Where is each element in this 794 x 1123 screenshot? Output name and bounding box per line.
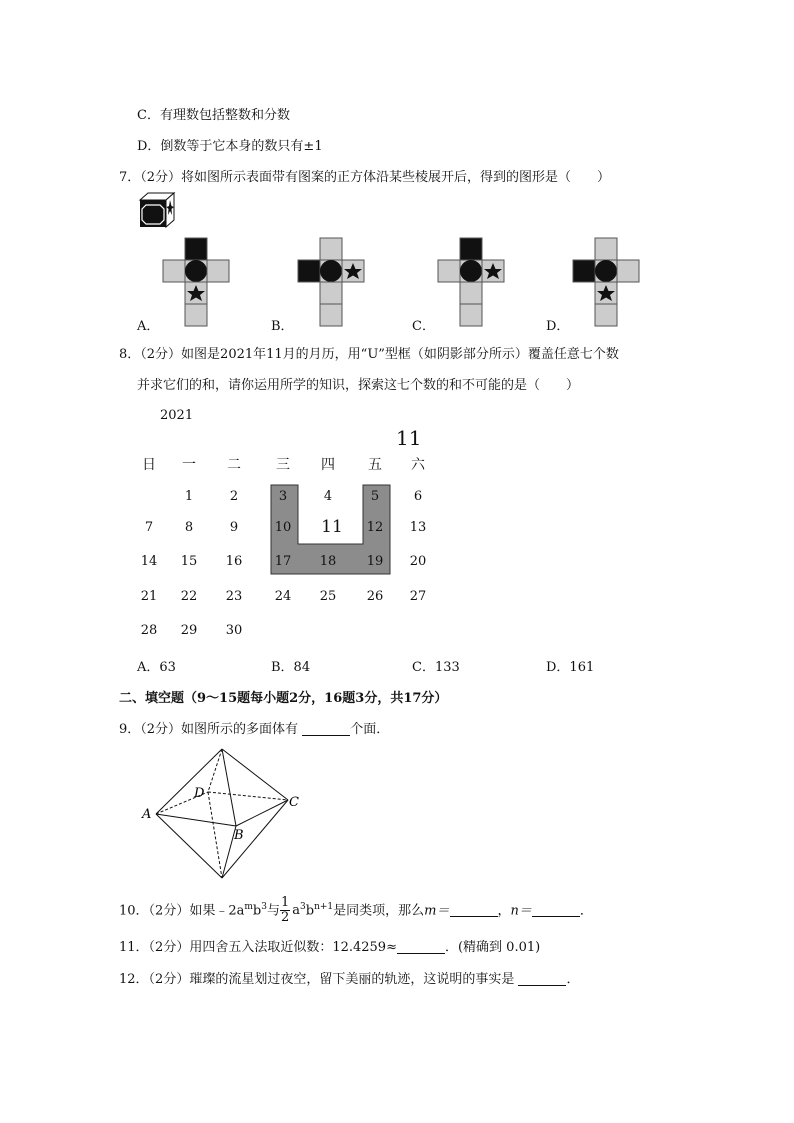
- q10-comma: ，: [497, 903, 511, 919]
- calendar-day: 27: [409, 589, 427, 604]
- q10-frac-den: 2: [280, 910, 290, 926]
- q11-blank: [397, 939, 445, 954]
- q10-sup-m: m: [244, 902, 253, 912]
- q7-label-b: B．: [271, 319, 294, 334]
- net-c: [438, 238, 504, 326]
- question-8-line2: 并求它们的和，请你运用所学的知识，探索这七个数的和不可能的是（ ）: [137, 378, 580, 393]
- calendar-day: 9: [229, 520, 239, 535]
- cube-nets: [160, 234, 660, 329]
- q10-fraction: [280, 896, 290, 925]
- question-8-line1: 8．（2分）如图是2021年11月的月历，用“U”型框（如阴影部分所示）覆盖任意七个数: [119, 347, 619, 362]
- question-12: [119, 968, 579, 987]
- calendar-year: 2021: [160, 408, 194, 423]
- q8-option-c: C．133: [412, 660, 460, 675]
- calendar-day: 16: [225, 554, 243, 569]
- q10-end: ．: [579, 903, 593, 919]
- q11-text-after: ．(精确到 0.01): [444, 940, 541, 955]
- calendar-day: 3: [278, 489, 288, 504]
- calendar-weekday: 二: [227, 457, 241, 473]
- calendar-month: 11: [396, 426, 422, 450]
- q12-text-after: ．: [566, 972, 580, 987]
- calendar-day: 12: [366, 520, 384, 535]
- vertex-c-label: C: [289, 795, 299, 810]
- q10-prefix: 10．（2分）如果﹣2a: [119, 903, 245, 919]
- q10-frac-num: 1: [280, 895, 290, 911]
- calendar-day: 26: [366, 589, 384, 604]
- calendar-day: 1: [184, 489, 194, 504]
- q9-text-after: 个面．: [350, 722, 390, 737]
- polyhedron-figure: [138, 744, 308, 884]
- calendar-day: 5: [370, 489, 380, 504]
- q7-label-d: D．: [546, 319, 570, 334]
- q10-sup-a: 3: [300, 902, 306, 912]
- net-a: [163, 238, 229, 326]
- option-d-prev: D．倒数等于它本身的数只有±1: [137, 139, 323, 154]
- calendar-weekday: 五: [368, 457, 382, 473]
- q10-sup-b: n+1: [314, 902, 334, 912]
- q10-b2: b: [305, 903, 315, 919]
- q7-label-c: C．: [412, 319, 435, 334]
- calendar-day: 4: [323, 489, 333, 504]
- question-10: [119, 893, 593, 925]
- calendar-day: 11: [321, 517, 343, 537]
- net-d: [573, 238, 639, 326]
- calendar-day: 17: [274, 554, 292, 569]
- vertex-a-label: A: [142, 807, 152, 822]
- calendar-weekday: 一: [182, 457, 196, 473]
- q7-label-a: A．: [137, 319, 160, 334]
- calendar-weekday: 四: [321, 457, 335, 473]
- q12-text-before: 12．（2分）璀璨的流星划过夜空，留下美丽的轨迹，这说明的事实是: [119, 972, 519, 987]
- q10-m-label: m＝: [424, 903, 450, 919]
- calendar-day: 25: [319, 589, 337, 604]
- calendar-day: 28: [140, 623, 158, 638]
- q10-sup-3: 3: [261, 902, 267, 912]
- calendar-day: 30: [225, 623, 243, 638]
- calendar-day: 8: [184, 520, 194, 535]
- q10-yu: 与: [266, 903, 280, 919]
- vertex-b-label: B: [234, 828, 244, 843]
- calendar-day: 21: [140, 589, 158, 604]
- cube-figure: [138, 190, 178, 230]
- calendar-day: 23: [225, 589, 243, 604]
- q11-text-before: 11．（2分）用四舍五入法取近似数：12.4259≈: [119, 940, 397, 955]
- q10-blank-n: [532, 902, 580, 917]
- calendar-day: 2: [229, 489, 239, 504]
- q10-suffix: 是同类项，那么: [333, 903, 425, 919]
- q10-blank-m: [450, 902, 498, 917]
- calendar-weekday: 三: [276, 457, 290, 473]
- calendar-day: 29: [180, 623, 198, 638]
- net-b: [298, 238, 364, 326]
- calendar-day: 20: [409, 554, 427, 569]
- calendar-day: 10: [274, 520, 292, 535]
- q8-option-b: B．84: [271, 660, 311, 675]
- question-11: [119, 936, 540, 955]
- calendar-day: 13: [409, 520, 427, 535]
- q9-text-before: 9．（2分）如图所示的多面体有: [119, 722, 303, 737]
- calendar-day: 6: [413, 489, 423, 504]
- calendar-day: 14: [140, 554, 158, 569]
- question-7-text: 7．（2分）将如图所示表面带有图案的正方体沿某些棱展开后，得到的图形是（ ）: [119, 170, 611, 185]
- calendar-weekday: 日: [142, 457, 156, 473]
- q10-a: a: [292, 903, 301, 919]
- option-c-prev: C．有理数包括整数和分数: [137, 108, 290, 123]
- calendar-weekday: 六: [411, 457, 425, 473]
- calendar-day: 18: [319, 554, 337, 569]
- q8-option-d: D．161: [546, 660, 595, 675]
- calendar-day: 7: [144, 520, 154, 535]
- calendar-day: 22: [180, 589, 198, 604]
- q12-blank: [518, 971, 566, 986]
- vertex-d-label: D: [194, 786, 205, 801]
- question-9: [119, 718, 389, 737]
- q10-b: b: [252, 903, 262, 919]
- calendar-day: 19: [366, 554, 384, 569]
- calendar-day: 24: [274, 589, 292, 604]
- calendar-day: 15: [180, 554, 198, 569]
- section-2-title: 二、填空题（9～15题每小题2分，16题3分，共17分）: [119, 691, 448, 706]
- q8-option-a: A．63: [137, 660, 176, 675]
- q10-n-label: n＝: [510, 903, 532, 919]
- q9-blank: [302, 721, 350, 736]
